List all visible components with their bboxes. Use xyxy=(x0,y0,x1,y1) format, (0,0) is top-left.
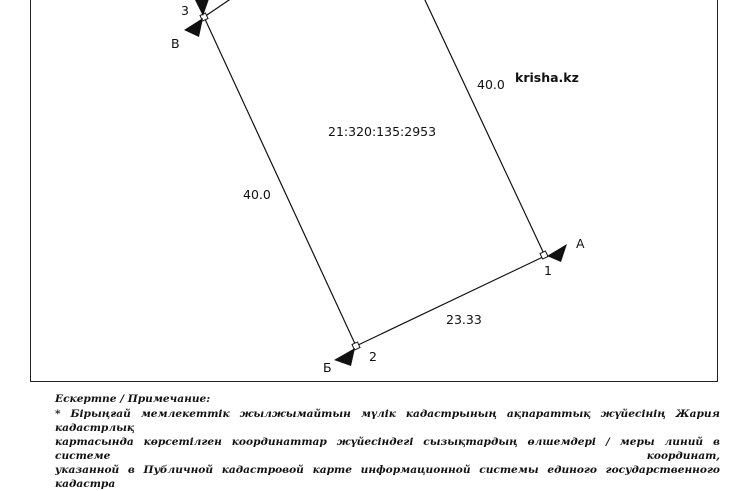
point-label-2: 2 xyxy=(369,349,377,364)
side-length-left: 40.0 xyxy=(243,187,271,202)
arrow-a-icon xyxy=(547,244,567,262)
arrow-v-icon xyxy=(184,18,203,37)
footnote-line: * Бірыңғай мемлекеттік жылжымайтын мүлік кадастрының ақпараттық жүйесінің Жария кадастрлық xyxy=(55,408,720,434)
side-length-bottom: 23.33 xyxy=(446,312,482,327)
point-letter-a: А xyxy=(576,236,585,251)
point-letter-b: Б xyxy=(323,360,332,375)
footnote xyxy=(55,392,720,491)
footnote-line: указанной в Публичной кадастровой карте информационной системы единого государственного кадастра xyxy=(55,464,720,490)
point-letter-v: В xyxy=(171,36,180,51)
corner-marker-2 xyxy=(352,342,360,350)
arrow-3-icon xyxy=(195,0,209,16)
cadastral-number: 21:320:135:2953 xyxy=(328,124,437,139)
footnote-title: Ескертпе / Примечание: xyxy=(55,393,211,405)
arrow-b-icon xyxy=(334,348,355,366)
footnote-line: картасында көрсетілген координаттар жүйесіндегі сызықтардың өлшемдері / меры линий в системе координат, xyxy=(55,436,720,462)
point-label-1: 1 xyxy=(544,263,552,278)
watermark: krisha.kz xyxy=(515,70,579,85)
plot-boundary xyxy=(204,0,545,346)
side-length-top-right: 40.0 xyxy=(477,77,505,92)
point-label-3: 3 xyxy=(181,3,189,18)
